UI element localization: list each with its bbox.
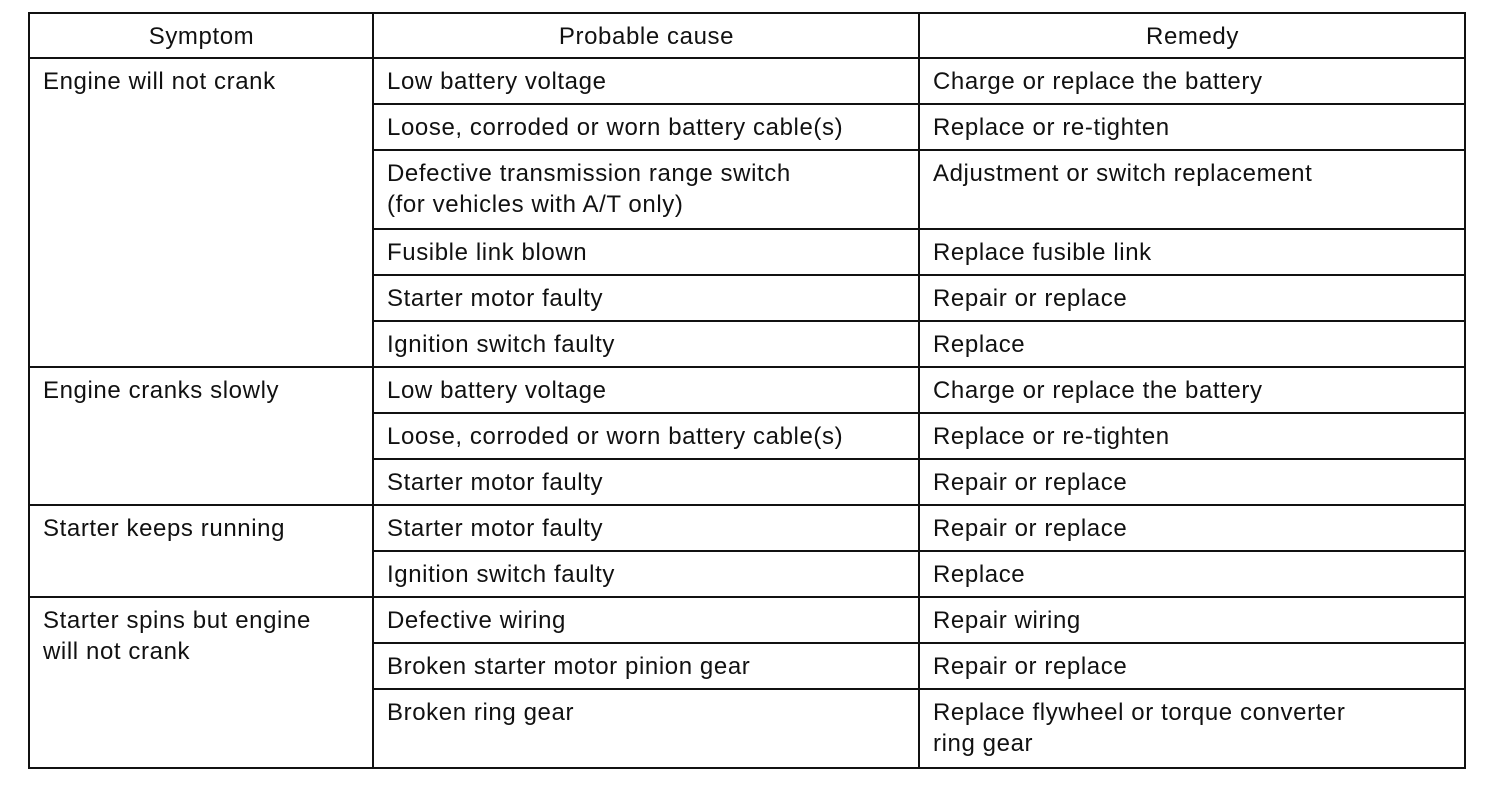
probable-cause-cell <box>373 321 919 367</box>
header-symptom: Symptom <box>29 13 373 58</box>
troubleshooting-table <box>28 12 1466 769</box>
remedy-cell <box>919 275 1465 321</box>
remedy-text: Replace <box>933 561 1026 588</box>
probable-cause-cell <box>373 275 919 321</box>
probable-cause-cell <box>373 229 919 275</box>
remedy-text: Repair or replace <box>933 653 1128 680</box>
probable-cause-cell <box>373 597 919 643</box>
table-header <box>29 13 1465 58</box>
symptom-text: Starter spins but engine <box>43 607 311 634</box>
symptom-cell <box>29 367 373 505</box>
probable-cause-text: Low battery voltage <box>387 377 607 404</box>
probable-cause-cell <box>373 551 919 597</box>
remedy-cell <box>919 367 1465 413</box>
probable-cause-cell <box>373 58 919 104</box>
remedy-text: Replace fusible link <box>933 239 1152 266</box>
remedy-text: Replace or re-tighten <box>933 423 1170 450</box>
symptom-text: Engine will not crank <box>43 68 276 95</box>
probable-cause-cell <box>373 104 919 150</box>
probable-cause-text: Starter motor faulty <box>387 515 604 542</box>
remedy-text: Replace or re-tighten <box>933 114 1170 141</box>
header-remedy: Remedy <box>919 13 1465 58</box>
probable-cause-cell <box>373 689 919 768</box>
probable-cause-text: Defective wiring <box>387 607 566 634</box>
probable-cause-text: Loose, corroded or worn battery cable(s) <box>387 423 844 450</box>
remedy-cell <box>919 229 1465 275</box>
probable-cause-text: Loose, corroded or worn battery cable(s) <box>387 114 844 141</box>
remedy-cell <box>919 459 1465 505</box>
symptom-cell <box>29 505 373 597</box>
remedy-cell <box>919 551 1465 597</box>
symptom-text: Starter keeps running <box>43 515 286 542</box>
remedy-text: Repair or replace <box>933 285 1128 312</box>
table-row <box>29 597 1465 643</box>
remedy-cell <box>919 689 1465 768</box>
remedy-cell <box>919 321 1465 367</box>
symptom-cell <box>29 597 373 768</box>
remedy-text: Replace flywheel or torque converter <box>933 699 1346 726</box>
probable-cause-text: Broken starter motor pinion gear <box>387 653 751 680</box>
probable-cause-text: Fusible link blown <box>387 239 588 266</box>
remedy-cell <box>919 597 1465 643</box>
probable-cause-text: Ignition switch faulty <box>387 331 615 358</box>
probable-cause-text: Ignition switch faulty <box>387 561 615 588</box>
table-body <box>29 58 1465 768</box>
table-row <box>29 505 1465 551</box>
remedy-text: Repair or replace <box>933 469 1128 496</box>
probable-cause-text: Broken ring gear <box>387 699 575 726</box>
probable-cause-cell <box>373 643 919 689</box>
probable-cause-cell <box>373 150 919 229</box>
remedy-cell <box>919 413 1465 459</box>
probable-cause-text: Low battery voltage <box>387 68 607 95</box>
probable-cause-text: Starter motor faulty <box>387 469 604 496</box>
symptom-cell <box>29 58 373 367</box>
table-row <box>29 367 1465 413</box>
remedy-cell <box>919 58 1465 104</box>
symptom-text: will not crank <box>43 638 191 665</box>
probable-cause-text: Defective transmission range switch <box>387 160 791 187</box>
remedy-text: ring gear <box>933 730 1034 757</box>
remedy-text: Replace <box>933 331 1026 358</box>
probable-cause-cell <box>373 459 919 505</box>
header-row <box>29 13 1465 58</box>
remedy-cell <box>919 150 1465 229</box>
remedy-text: Charge or replace the battery <box>933 68 1263 95</box>
probable-cause-text: Starter motor faulty <box>387 285 604 312</box>
remedy-text: Adjustment or switch replacement <box>933 160 1313 187</box>
probable-cause-text: (for vehicles with A/T only) <box>387 191 684 218</box>
symptom-text: Engine cranks slowly <box>43 377 280 404</box>
probable-cause-cell <box>373 367 919 413</box>
table-row <box>29 58 1465 104</box>
remedy-text: Repair or replace <box>933 515 1128 542</box>
probable-cause-cell <box>373 505 919 551</box>
header-probable-cause: Probable cause <box>373 13 919 58</box>
remedy-text: Repair wiring <box>933 607 1081 634</box>
remedy-cell <box>919 505 1465 551</box>
remedy-cell <box>919 104 1465 150</box>
remedy-text: Charge or replace the battery <box>933 377 1263 404</box>
probable-cause-cell <box>373 413 919 459</box>
remedy-cell <box>919 643 1465 689</box>
